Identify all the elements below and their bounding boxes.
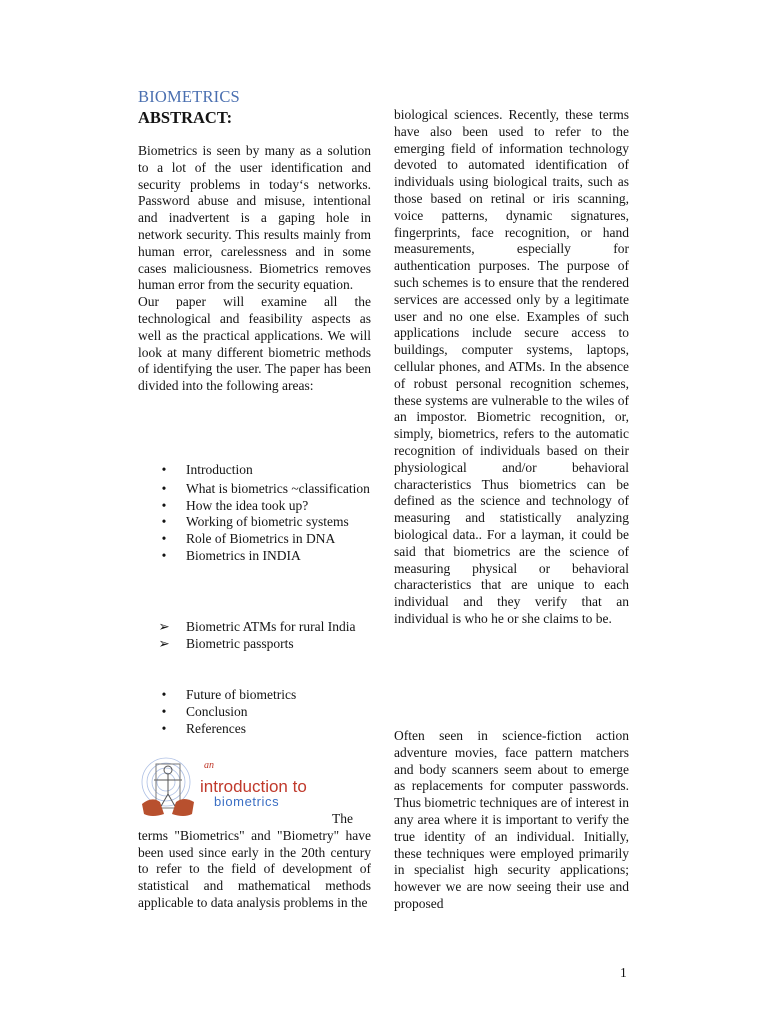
abstract-heading: ABSTRACT:	[138, 108, 233, 127]
page-number: 1	[620, 965, 627, 980]
list-item: • Role of Biometrics in DNA	[138, 531, 371, 548]
topic-list-1	[138, 462, 371, 565]
paragraph-text: Often seen in science-fiction action adventure movies, face pattern matchers and body scanners seem about to emerge as replacements for computer passwords. Thus biometric techniques are of interest in any area where it is important to verify the true identity of an individual. Initially, these techniques were employed primarily in specialist high security applications; however we are now seeing their use and proposed	[394, 728, 629, 911]
list-item: • Future of biometrics	[138, 687, 371, 704]
list-item: • Conclusion	[138, 704, 371, 721]
logo-line-an: an	[204, 760, 214, 771]
section-title: BIOMETRICS	[138, 87, 240, 106]
bullet-dot-icon: •	[161, 480, 167, 496]
intro-body	[138, 811, 371, 912]
biometrics-logo	[138, 752, 318, 820]
logo-line-biometrics: biometrics	[214, 794, 280, 809]
paragraph-text: biological sciences. Recently, these terms have also been used to refer to the emerging field of information technology devoted to automated identification of individuals using biological traits, such as those based on retinal or iris scanning, voice patterns, dynamic signatures, fingerprints, face recognition, or hand measurements, especially for authentication purposes. The purpose of such schemes is to ensure that the rendered services are accessed only by a legitimate user and no one else. Examples of such applications include secure access to buildings, computer systems, laptops, cellular phones, and ATMs. In the absence of robust personal recognition schemes, these systems are vulnerable to the wiles of an impostor. Biometric recognition, or, simply, biometrics, refers to the automatic recognition of individuals based on their physiological and/or behavioral characteristics Thus biometrics can be defined as the science and technology of measuring and statistically analyzing biological data.. For a layman, it could be said that biometrics are the science of measuring physical or behavioral characteristics that are unique to each individual and they verify that an individual is who he or she claims to be.	[394, 107, 629, 626]
bullet-dot-icon: •	[161, 514, 167, 530]
list-item: ➢ Biometric passports	[158, 635, 294, 651]
abstract-body	[138, 143, 371, 395]
list-item: • Biometrics in INDIA	[138, 548, 371, 565]
bullet-dot-icon: •	[161, 720, 167, 736]
bullet-dot-icon: •	[161, 531, 167, 547]
bullet-dot-icon: •	[161, 687, 167, 702]
list-item: • References	[138, 721, 371, 738]
list-item: • Working of biometric systems	[138, 514, 371, 531]
topic-list-2	[138, 619, 371, 653]
list-item: • Introduction	[138, 462, 371, 479]
topic-list-3	[138, 687, 371, 737]
arrow-bullet-icon: ➢	[158, 619, 170, 634]
right-column-paragraph-1	[394, 107, 629, 628]
bullet-dot-icon: •	[161, 703, 167, 719]
arrow-bullet-icon: ➢	[158, 635, 170, 651]
logo-line-introduction: introduction to	[200, 777, 307, 796]
list-item: ➢ Biometric ATMs for rural India	[158, 619, 356, 634]
list-item: • What is biometrics ~classification	[138, 481, 371, 498]
bullet-dot-icon: •	[161, 462, 167, 477]
fingerprint-icon	[142, 758, 190, 806]
list-item: • How the idea took up?	[138, 498, 371, 515]
bullet-dot-icon: •	[161, 547, 167, 563]
intro-paragraph: terms "Biometrics" and "Biometry" have been used since early in the 20th century to refer to the field of development of statistical and mathematical methods applicable to data analysis problems in the	[138, 827, 371, 910]
bullet-dot-icon: •	[161, 497, 167, 513]
right-column-paragraph-2	[394, 728, 629, 913]
abstract-paragraph: Biometrics is seen by many as a solution to a lot of the user identification and security problems in today‘s networks. Password abuse and misuse, intentional and inadvertent is a gaping hole in network security. This results mainly from human error, carelessness and in some cases maliciousness. Biometrics removes human error from the security equation.	[138, 143, 371, 293]
abstract-paragraph-2: Our paper will examine all the technological and feasibility aspects as well as the practical applications. We will look at many different biometric methods of identifying the user. The paper has been divided into the following areas:	[138, 294, 371, 394]
intro-the-word: The	[332, 811, 353, 826]
